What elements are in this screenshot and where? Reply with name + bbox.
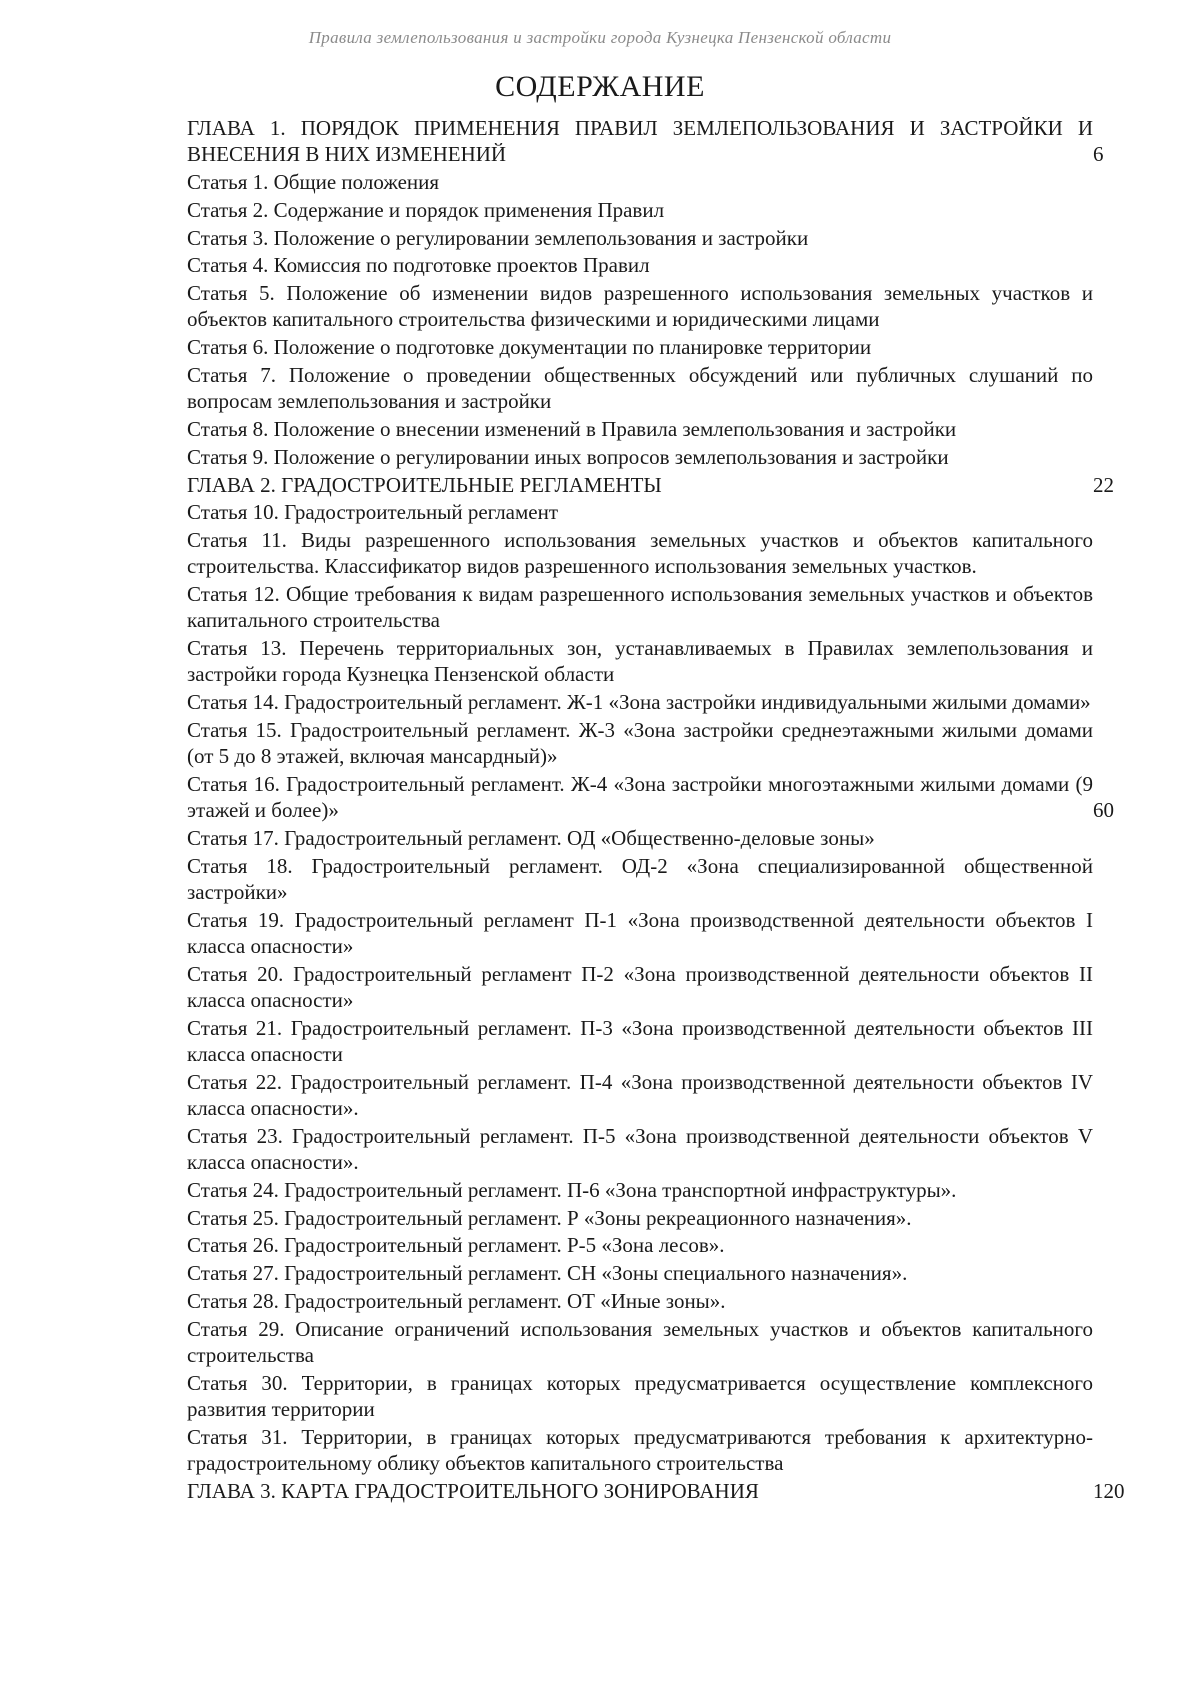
toc-entry-text: Статья 5. Положение об изменении видов разрешенного использования земельных участков и объектов капитального строительства физическими и юридическими лицами [187, 281, 1093, 332]
toc-entry-text: Статья 27. Градостроительный регламент. СН «Зоны специального назначения». [187, 1261, 908, 1286]
toc-entry-text: Статья 28. Градостроительный регламент. ОТ «Иные зоны». [187, 1288, 726, 1313]
toc-entry-text: Статья 22. Градостроительный регламент. П-4 «Зона производственной деятельности объектов IV класса опасности». [187, 1069, 1093, 1120]
toc-entry-text: Статья 23. Градостроительный регламент. П-5 «Зона производственной деятельности объектов V класса опасности». [187, 1123, 1093, 1174]
toc-article-19[interactable] [187, 907, 1093, 959]
toc-entry-text: ГЛАВА 3. КАРТА ГРАДОСТРОИТЕЛЬНОГО ЗОНИРОВАНИЯ [187, 1478, 759, 1503]
toc-entry-text: Статья 3. Положение о регулировании землепользования и застройки [187, 225, 809, 250]
toc-entry-text: Статья 8. Положение о внесении изменений в Правила землепользования и застройки [187, 416, 957, 441]
toc-article-17[interactable] [187, 825, 1093, 851]
toc-article-24[interactable] [187, 1177, 1093, 1203]
toc-article-13[interactable] [187, 635, 1093, 687]
toc-article-2[interactable] [187, 197, 1093, 223]
toc-article-6[interactable] [187, 334, 1093, 360]
toc-article-30[interactable] [187, 1370, 1093, 1422]
toc-entry-text: Статья 25. Градостроительный регламент. Р «Зоны рекреационного назначения». [187, 1205, 912, 1230]
toc-article-15[interactable] [187, 717, 1093, 769]
toc-page-number: 120 [1093, 1478, 1125, 1503]
toc-article-21[interactable] [187, 1015, 1093, 1067]
toc-entry-text: Статья 11. Виды разрешенного использования земельных участков и объектов капитального строительства. Классификатор видов разрешенного использования земельных участков. [187, 528, 1093, 579]
toc-entry-text: Статья 26. Градостроительный регламент. Р-5 «Зона лесов». [187, 1233, 725, 1258]
toc-entry-text: Статья 18. Градостроительный регламент. ОД-2 «Зона специализированной общественной застройки» [187, 853, 1093, 904]
toc-article-26[interactable] [187, 1232, 1093, 1258]
toc-entry-text: Статья 2. Содержание и порядок применения Правил [187, 197, 665, 222]
toc-article-23[interactable] [187, 1123, 1093, 1175]
toc-article-31[interactable] [187, 1424, 1093, 1476]
toc-article-1[interactable] [187, 169, 1093, 195]
toc-article-4[interactable] [187, 252, 1093, 278]
toc-entry-text: Статья 31. Территории, в границах которых предусматриваются требования к архитектурно-градостроительному облику объектов капитального строительства [187, 1424, 1093, 1475]
toc-entry-text: Статья 9. Положение о регулировании иных вопросов землепользования и застройки [187, 444, 949, 469]
toc-entry-text: ГЛАВА 1. ПОРЯДОК ПРИМЕНЕНИЯ ПРАВИЛ ЗЕМЛЕПОЛЬЗОВАНИЯ И ЗАСТРОЙКИ И ВНЕСЕНИЯ В НИХ ИЗМЕНЕНИЙ [187, 116, 1093, 167]
toc-entry-text: Статья 14. Градостроительный регламент. Ж-1 «Зона застройки индивидуальными жилыми домами» [187, 690, 1091, 715]
running-header: Правила землепользования и застройки города Кузнецка Пензенской области [308, 28, 892, 47]
toc-entry-text: Статья 12. Общие требования к видам разрешенного использования земельных участков и объектов капитального строительства [187, 582, 1093, 633]
toc-entry-text: Статья 6. Положение о подготовке документации по планировке территории [187, 335, 872, 360]
toc-article-5[interactable] [187, 280, 1093, 332]
toc-article-25[interactable] [187, 1205, 1093, 1231]
toc-chapter-3[interactable] [187, 1478, 1125, 1504]
toc-entry-text: Статья 7. Положение о проведении общественных обсуждений или публичных слушаний по вопросам землепользования и застройки [187, 362, 1093, 414]
toc-article-3[interactable] [187, 225, 1093, 251]
toc-article-29[interactable] [187, 1316, 1093, 1368]
toc-page-number: 22 [1093, 472, 1114, 497]
toc-article-16[interactable] [187, 771, 1114, 823]
toc-title: СОДЕРЖАНИЕ [495, 70, 705, 103]
toc-article-22[interactable] [187, 1069, 1093, 1121]
toc-article-20[interactable] [187, 961, 1093, 1013]
toc-entry-text: Статья 17. Градостроительный регламент. ОД «Общественно-деловые зоны» [187, 825, 875, 850]
toc-entry-text: Статья 4. Комиссия по подготовке проектов Правил [187, 253, 650, 278]
toc-entry-text: Статья 30. Территории, в границах которых предусматривается осуществление комплексного развития территории [187, 1370, 1093, 1421]
toc-entry-text: Статья 1. Общие положения [187, 170, 440, 194]
toc-entry-text: Статья 24. Градостроительный регламент. П-6 «Зона транспортной инфраструктуры». [187, 1177, 957, 1202]
toc-entry-text: Статья 19. Градостроительный регламент П-1 «Зона производственной деятельности объектов I класса опасности» [187, 907, 1093, 958]
toc-chapter-1[interactable] [187, 115, 1104, 167]
toc-entry-text: Статья 10. Градостроительный регламент [187, 500, 559, 525]
toc-article-14[interactable] [187, 689, 1093, 715]
toc-page-number: 6 [1093, 142, 1104, 167]
toc-article-8[interactable] [187, 416, 1093, 442]
toc-entry-text: Статья 16. Градостроительный регламент. Ж-4 «Зона застройки многоэтажными жилыми домами (9 этажей и более)» [187, 771, 1093, 823]
toc-entry-text: Статья 15. Градостроительный регламент. Ж-3 «Зона застройки среднеэтажными жилыми домами (от 5 до 8 этажей, включая мансардный)» [187, 717, 1093, 769]
toc-article-7[interactable] [187, 362, 1093, 414]
table-of-contents [187, 115, 1125, 1506]
toc-article-28[interactable] [187, 1288, 1093, 1314]
toc-article-9[interactable] [187, 444, 1093, 470]
toc-article-27[interactable] [187, 1260, 1093, 1286]
toc-entry-text: Статья 29. Описание ограничений использования земельных участков и объектов капитального строительства [187, 1316, 1093, 1367]
toc-entry-text: Статья 13. Перечень территориальных зон, устанавливаемых в Правилах землепользования и застройки города Кузнецка Пензенской области [187, 636, 1093, 687]
toc-entry-text: Статья 21. Градостроительный регламент. П-3 «Зона производственной деятельности объектов III класса опасности [187, 1015, 1093, 1066]
toc-article-11[interactable] [187, 527, 1093, 579]
toc-entry-text: ГЛАВА 2. ГРАДОСТРОИТЕЛЬНЫЕ РЕГЛАМЕНТЫ [187, 472, 662, 497]
toc-entry-text: Статья 20. Градостроительный регламент П-2 «Зона производственной деятельности объектов II класса опасности» [187, 961, 1093, 1012]
toc-page-number: 60 [1093, 798, 1114, 823]
toc-article-10[interactable] [187, 499, 1093, 525]
toc-article-12[interactable] [187, 581, 1093, 633]
toc-chapter-2[interactable] [187, 472, 1114, 498]
toc-article-18[interactable] [187, 853, 1093, 905]
